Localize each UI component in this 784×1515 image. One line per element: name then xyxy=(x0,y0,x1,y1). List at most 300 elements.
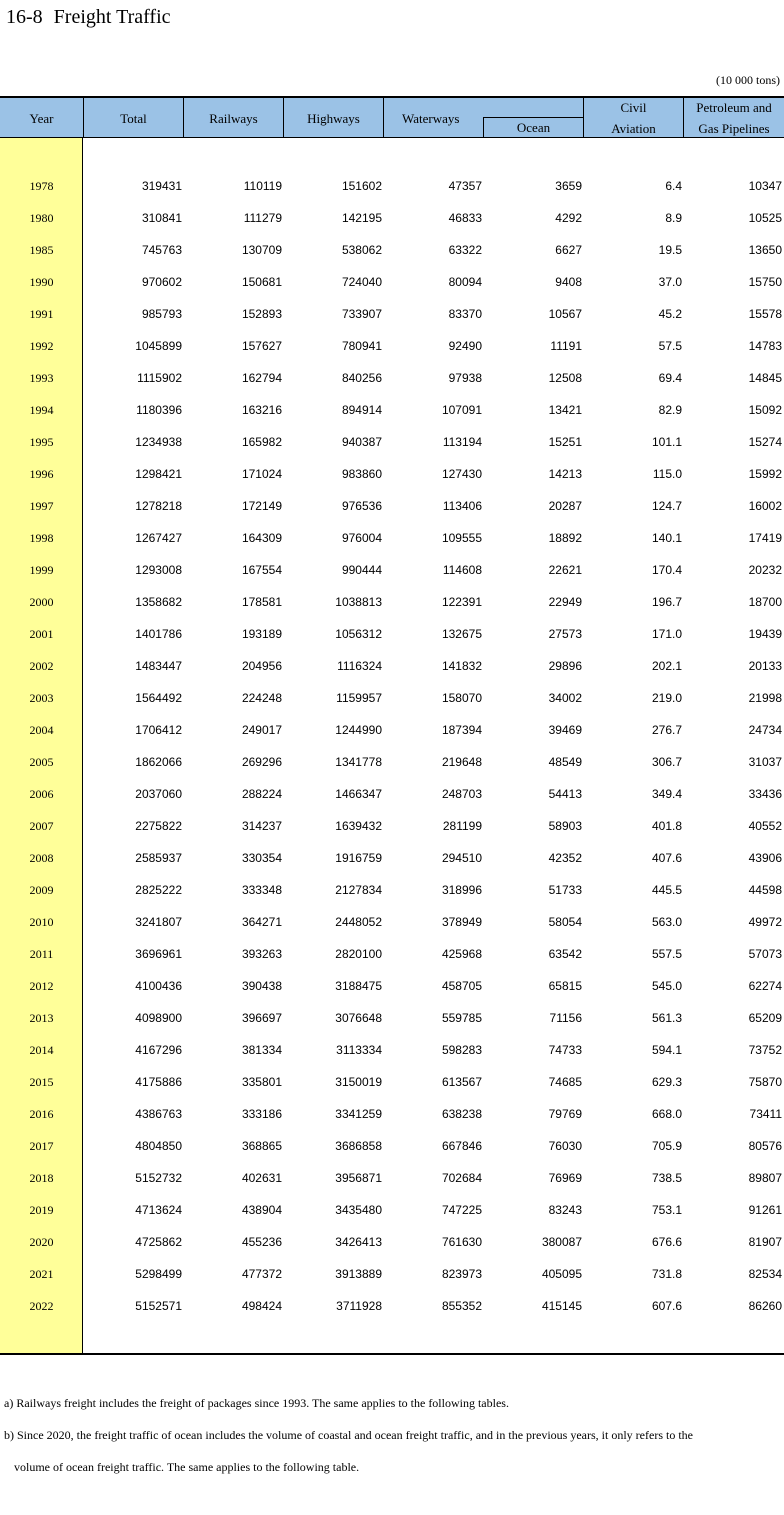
cell-railways: 249017 xyxy=(241,723,282,737)
cell-pipelines: 75870 xyxy=(748,1075,782,1089)
cell-total: 2275822 xyxy=(135,819,182,833)
cell-ocean: 58054 xyxy=(548,915,582,929)
cell-waterways: 219648 xyxy=(441,755,482,769)
cell-ocean: 9408 xyxy=(555,275,582,289)
cell-railways: 167554 xyxy=(241,563,282,577)
cell-civil-aviation: 101.1 xyxy=(651,435,682,449)
cell-railways: 333186 xyxy=(241,1107,282,1121)
cell-waterways: 559785 xyxy=(441,1011,482,1025)
cell-pipelines: 19439 xyxy=(748,627,782,641)
cell-pipelines: 89807 xyxy=(748,1171,782,1185)
cell-civil-aviation: 731.8 xyxy=(651,1267,682,1281)
table-row xyxy=(0,746,784,778)
cell-highways: 1244990 xyxy=(335,723,382,737)
cell-total: 5152571 xyxy=(135,1299,182,1313)
header-year: Year xyxy=(0,98,84,138)
cell-ocean: 83243 xyxy=(548,1203,582,1217)
cell-waterways: 63322 xyxy=(448,243,482,257)
cell-waterways: 83370 xyxy=(448,307,482,321)
cell-civil-aviation: 196.7 xyxy=(651,595,682,609)
cell-waterways: 613567 xyxy=(441,1075,482,1089)
cell-waterways: 113194 xyxy=(442,435,482,449)
table-row xyxy=(0,842,784,874)
table-row xyxy=(0,170,784,202)
cell-year: 2013 xyxy=(29,1011,54,1025)
table-row xyxy=(0,970,784,1002)
cell-railways: 178581 xyxy=(241,595,282,609)
cell-year: 1992 xyxy=(29,339,54,353)
cell-railways: 335801 xyxy=(241,1075,282,1089)
table-body xyxy=(0,170,784,1322)
cell-total: 310841 xyxy=(141,211,182,225)
cell-railways: 150681 xyxy=(241,275,282,289)
cell-highways: 2448052 xyxy=(335,915,382,929)
cell-highways: 940387 xyxy=(341,435,382,449)
cell-total: 1115902 xyxy=(137,371,182,385)
cell-year: 2011 xyxy=(29,947,54,961)
cell-civil-aviation: 561.3 xyxy=(651,1011,682,1025)
cell-pipelines: 33436 xyxy=(748,787,782,801)
cell-total: 4167296 xyxy=(135,1043,182,1057)
cell-civil-aviation: 124.7 xyxy=(651,499,682,513)
table-row xyxy=(0,874,784,906)
cell-year: 1996 xyxy=(29,467,54,481)
table-row xyxy=(0,938,784,970)
cell-total: 5152732 xyxy=(135,1171,182,1185)
cell-waterways: 747225 xyxy=(441,1203,482,1217)
cell-year: 2005 xyxy=(29,755,54,769)
cell-waterways: 248703 xyxy=(441,787,482,801)
cell-railways: 110119 xyxy=(243,179,282,193)
header-ocean: Ocean xyxy=(483,117,584,138)
table-number: 16-8 xyxy=(6,6,43,28)
cell-total: 1706412 xyxy=(135,723,182,737)
cell-ocean: 14213 xyxy=(548,467,582,481)
cell-total: 1401786 xyxy=(135,627,182,641)
cell-ocean: 6627 xyxy=(555,243,582,257)
table-row xyxy=(0,618,784,650)
cell-highways: 3711928 xyxy=(336,1299,382,1313)
cell-year: 2017 xyxy=(29,1139,54,1153)
cell-year: 1999 xyxy=(29,563,54,577)
cell-railways: 172149 xyxy=(241,499,282,513)
cell-highways: 1116324 xyxy=(337,659,382,673)
cell-highways: 1916759 xyxy=(335,851,382,865)
cell-ocean: 4292 xyxy=(555,211,582,225)
cell-civil-aviation: 594.1 xyxy=(651,1043,682,1057)
cell-ocean: 76969 xyxy=(548,1171,582,1185)
cell-total: 3696961 xyxy=(135,947,182,961)
cell-year: 2008 xyxy=(29,851,54,865)
cell-railways: 330354 xyxy=(241,851,282,865)
cell-highways: 1038813 xyxy=(335,595,382,609)
cell-waterways: 80094 xyxy=(448,275,482,289)
cell-pipelines: 14783 xyxy=(748,339,782,353)
cell-civil-aviation: 170.4 xyxy=(651,563,682,577)
cell-civil-aviation: 82.9 xyxy=(658,403,682,417)
cell-highways: 3956871 xyxy=(335,1171,382,1185)
cell-civil-aviation: 349.4 xyxy=(651,787,682,801)
cell-year: 2012 xyxy=(29,979,54,993)
cell-pipelines: 15578 xyxy=(748,307,782,321)
cell-pipelines: 15092 xyxy=(748,403,782,417)
header-waterways: Waterways xyxy=(384,98,584,138)
cell-pipelines: 15274 xyxy=(748,435,782,449)
cell-pipelines: 40552 xyxy=(748,819,782,833)
cell-waterways: 141832 xyxy=(441,659,482,673)
cell-total: 985793 xyxy=(141,307,182,321)
header-pipelines-line1: Petroleum and xyxy=(696,100,772,115)
table-row xyxy=(0,458,784,490)
table-header xyxy=(0,96,784,138)
cell-railways: 171024 xyxy=(241,467,282,481)
cell-pipelines: 20133 xyxy=(748,659,782,673)
cell-civil-aviation: 219.0 xyxy=(651,691,682,705)
cell-railways: 162794 xyxy=(241,371,282,385)
cell-railways: 204956 xyxy=(241,659,282,673)
cell-total: 2037060 xyxy=(135,787,182,801)
cell-ocean: 18892 xyxy=(548,531,582,545)
cell-pipelines: 65209 xyxy=(748,1011,782,1025)
table-row xyxy=(0,586,784,618)
table-row xyxy=(0,234,784,266)
table-row xyxy=(0,362,784,394)
cell-ocean: 74733 xyxy=(548,1043,582,1057)
note-a: a) Railways freight includes the freight of packages since 1993. The same applies to the following tables. xyxy=(4,1396,509,1410)
table-row xyxy=(0,1098,784,1130)
cell-ocean: 74685 xyxy=(548,1075,582,1089)
cell-total: 970602 xyxy=(141,275,182,289)
cell-pipelines: 15750 xyxy=(748,275,782,289)
cell-waterways: 458705 xyxy=(441,979,482,993)
cell-ocean: 22621 xyxy=(548,563,582,577)
cell-pipelines: 13650 xyxy=(748,243,782,257)
table-title: Freight Traffic xyxy=(53,6,171,28)
cell-railways: 224248 xyxy=(241,691,282,705)
note-b-line1: b) Since 2020, the freight traffic of ocean includes the volume of coastal and ocean freight traffic, and in the previous years, it only refers to the xyxy=(4,1428,693,1442)
cell-waterways: 667846 xyxy=(441,1139,482,1153)
cell-highways: 1639432 xyxy=(335,819,382,833)
table-row xyxy=(0,330,784,362)
cell-waterways: 318996 xyxy=(441,883,482,897)
cell-railways: 477372 xyxy=(241,1267,282,1281)
table-bottom-border xyxy=(0,1353,784,1355)
cell-highways: 733907 xyxy=(341,307,382,321)
cell-railways: 130709 xyxy=(241,243,282,257)
cell-total: 1045899 xyxy=(135,339,182,353)
table-row xyxy=(0,906,784,938)
cell-pipelines: 14845 xyxy=(748,371,782,385)
cell-highways: 983860 xyxy=(341,467,382,481)
cell-waterways: 132675 xyxy=(441,627,482,641)
cell-waterways: 823973 xyxy=(441,1267,482,1281)
cell-ocean: 380087 xyxy=(541,1235,582,1249)
cell-pipelines: 81907 xyxy=(748,1235,782,1249)
cell-highways: 2820100 xyxy=(335,947,382,961)
unit-label: (10 000 tons) xyxy=(716,73,780,87)
cell-year: 1998 xyxy=(29,531,54,545)
cell-total: 1278218 xyxy=(135,499,182,513)
cell-ocean: 79769 xyxy=(548,1107,582,1121)
cell-pipelines: 16002 xyxy=(748,499,782,513)
cell-pipelines: 10347 xyxy=(748,179,782,193)
cell-civil-aviation: 115.0 xyxy=(652,467,682,481)
cell-ocean: 65815 xyxy=(548,979,582,993)
cell-civil-aviation: 563.0 xyxy=(651,915,682,929)
cell-waterways: 127430 xyxy=(441,467,482,481)
cell-railways: 498424 xyxy=(241,1299,282,1313)
table-row xyxy=(0,1290,784,1322)
cell-civil-aviation: 545.0 xyxy=(651,979,682,993)
cell-railways: 455236 xyxy=(241,1235,282,1249)
cell-total: 1564492 xyxy=(135,691,182,705)
cell-highways: 1466347 xyxy=(335,787,382,801)
cell-civil-aviation: 171.0 xyxy=(651,627,682,641)
cell-highways: 976004 xyxy=(341,531,382,545)
cell-year: 1997 xyxy=(29,499,54,513)
cell-year: 1978 xyxy=(29,179,54,193)
table-row xyxy=(0,1002,784,1034)
cell-pipelines: 18700 xyxy=(748,595,782,609)
cell-pipelines: 44598 xyxy=(748,883,782,897)
cell-ocean: 12508 xyxy=(548,371,582,385)
cell-highways: 976536 xyxy=(341,499,382,513)
header-highways: Highways xyxy=(284,98,384,138)
cell-civil-aviation: 69.4 xyxy=(658,371,682,385)
header-pipelines xyxy=(684,98,784,138)
cell-railways: 152893 xyxy=(241,307,282,321)
cell-year: 2004 xyxy=(29,723,54,737)
cell-year: 2015 xyxy=(29,1075,54,1089)
cell-railways: 381334 xyxy=(241,1043,282,1057)
header-civil-aviation xyxy=(584,98,684,138)
cell-waterways: 702684 xyxy=(441,1171,482,1185)
cell-waterways: 158070 xyxy=(441,691,482,705)
cell-ocean: 29896 xyxy=(548,659,582,673)
cell-civil-aviation: 19.5 xyxy=(658,243,682,257)
cell-ocean: 27573 xyxy=(548,627,582,641)
cell-year: 2020 xyxy=(29,1235,54,1249)
table-row xyxy=(0,202,784,234)
cell-pipelines: 17419 xyxy=(748,531,782,545)
cell-waterways: 638238 xyxy=(441,1107,482,1121)
cell-pipelines: 62274 xyxy=(748,979,782,993)
note-b-line2: volume of ocean freight traffic. The same applies to the following table. xyxy=(14,1460,360,1474)
cell-railways: 269296 xyxy=(241,755,282,769)
cell-ocean: 11191 xyxy=(550,339,582,353)
table-row xyxy=(0,1194,784,1226)
cell-civil-aviation: 45.2 xyxy=(658,307,682,321)
cell-year: 2019 xyxy=(29,1203,54,1217)
table-row xyxy=(0,266,784,298)
cell-highways: 3076648 xyxy=(335,1011,382,1025)
cell-pipelines: 49972 xyxy=(748,915,782,929)
cell-civil-aviation: 557.5 xyxy=(651,947,682,961)
cell-pipelines: 82534 xyxy=(748,1267,782,1281)
cell-total: 745763 xyxy=(141,243,182,257)
cell-highways: 3426413 xyxy=(335,1235,382,1249)
cell-ocean: 10567 xyxy=(548,307,582,321)
cell-total: 319431 xyxy=(141,179,182,193)
cell-railways: 333348 xyxy=(241,883,282,897)
cell-ocean: 42352 xyxy=(548,851,582,865)
header-railways: Railways xyxy=(184,98,284,138)
cell-highways: 3686858 xyxy=(335,1139,382,1153)
cell-waterways: 761630 xyxy=(441,1235,482,1249)
table-row xyxy=(0,1162,784,1194)
cell-ocean: 415145 xyxy=(541,1299,582,1313)
cell-railways: 390438 xyxy=(241,979,282,993)
cell-year: 1985 xyxy=(29,243,54,257)
header-civil-line1: Civil xyxy=(620,100,647,115)
cell-civil-aviation: 401.8 xyxy=(651,819,682,833)
cell-highways: 780941 xyxy=(341,339,382,353)
cell-civil-aviation: 607.6 xyxy=(651,1299,682,1313)
cell-civil-aviation: 276.7 xyxy=(651,723,682,737)
cell-civil-aviation: 705.9 xyxy=(651,1139,682,1153)
cell-pipelines: 20232 xyxy=(748,563,782,577)
table-row xyxy=(0,650,784,682)
cell-year: 2007 xyxy=(29,819,54,833)
cell-highways: 538062 xyxy=(341,243,382,257)
cell-total: 4098900 xyxy=(135,1011,182,1025)
cell-ocean: 51733 xyxy=(548,883,582,897)
cell-railways: 364271 xyxy=(241,915,282,929)
cell-civil-aviation: 8.9 xyxy=(665,211,682,225)
cell-total: 4713624 xyxy=(135,1203,182,1217)
cell-year: 1990 xyxy=(29,275,54,289)
table-row xyxy=(0,1130,784,1162)
cell-year: 2001 xyxy=(29,627,54,641)
cell-year: 2010 xyxy=(29,915,54,929)
cell-highways: 1341778 xyxy=(335,755,382,769)
cell-waterways: 92490 xyxy=(448,339,482,353)
cell-highways: 840256 xyxy=(341,371,382,385)
cell-total: 1298421 xyxy=(135,467,182,481)
cell-total: 4100436 xyxy=(135,979,182,993)
cell-year: 2016 xyxy=(29,1107,54,1121)
cell-highways: 894914 xyxy=(341,403,382,417)
cell-year: 1995 xyxy=(29,435,54,449)
cell-civil-aviation: 445.5 xyxy=(651,883,682,897)
header-civil-line2: Aviation xyxy=(611,121,656,136)
cell-railways: 314237 xyxy=(241,819,282,833)
cell-waterways: 114608 xyxy=(442,563,482,577)
cell-pipelines: 31037 xyxy=(748,755,782,769)
cell-highways: 3913889 xyxy=(335,1267,382,1281)
cell-waterways: 46833 xyxy=(448,211,482,225)
cell-waterways: 109555 xyxy=(441,531,482,545)
cell-highways: 3113334 xyxy=(336,1043,382,1057)
cell-ocean: 13421 xyxy=(548,403,582,417)
cell-pipelines: 73752 xyxy=(748,1043,782,1057)
cell-waterways: 187394 xyxy=(441,723,482,737)
cell-civil-aviation: 738.5 xyxy=(651,1171,682,1185)
cell-pipelines: 10525 xyxy=(748,211,782,225)
cell-civil-aviation: 6.4 xyxy=(665,179,682,193)
cell-railways: 438904 xyxy=(241,1203,282,1217)
cell-railways: 163216 xyxy=(241,403,282,417)
cell-year: 2002 xyxy=(29,659,54,673)
cell-ocean: 76030 xyxy=(548,1139,582,1153)
cell-civil-aviation: 407.6 xyxy=(651,851,682,865)
cell-pipelines: 24734 xyxy=(748,723,782,737)
cell-total: 4725862 xyxy=(135,1235,182,1249)
cell-highways: 3435480 xyxy=(335,1203,382,1217)
table-row xyxy=(0,778,784,810)
cell-year: 2009 xyxy=(29,883,54,897)
header-pipelines-line2: Gas Pipelines xyxy=(698,121,770,136)
cell-waterways: 97938 xyxy=(448,371,482,385)
table-row xyxy=(0,1066,784,1098)
cell-total: 1483447 xyxy=(135,659,182,673)
cell-pipelines: 86260 xyxy=(748,1299,782,1313)
cell-total: 1234938 xyxy=(135,435,182,449)
cell-year: 2006 xyxy=(29,787,54,801)
table-row xyxy=(0,522,784,554)
cell-railways: 393263 xyxy=(241,947,282,961)
cell-total: 5298499 xyxy=(135,1267,182,1281)
table-row xyxy=(0,714,784,746)
cell-highways: 3150019 xyxy=(335,1075,382,1089)
cell-railways: 396697 xyxy=(241,1011,282,1025)
cell-civil-aviation: 57.5 xyxy=(658,339,682,353)
cell-total: 4175886 xyxy=(135,1075,182,1089)
cell-year: 1991 xyxy=(29,307,54,321)
table-row xyxy=(0,810,784,842)
cell-ocean: 58903 xyxy=(548,819,582,833)
cell-pipelines: 21998 xyxy=(748,691,782,705)
cell-year: 2000 xyxy=(29,595,54,609)
cell-ocean: 405095 xyxy=(541,1267,582,1281)
cell-waterways: 294510 xyxy=(441,851,482,865)
cell-total: 1862066 xyxy=(135,755,182,769)
cell-ocean: 63542 xyxy=(548,947,582,961)
cell-civil-aviation: 629.3 xyxy=(651,1075,682,1089)
cell-year: 2014 xyxy=(29,1043,54,1057)
cell-year: 2021 xyxy=(29,1267,54,1281)
cell-railways: 157627 xyxy=(241,339,282,353)
cell-highways: 3188475 xyxy=(335,979,382,993)
cell-civil-aviation: 668.0 xyxy=(651,1107,682,1121)
cell-civil-aviation: 676.6 xyxy=(651,1235,682,1249)
cell-year: 2022 xyxy=(29,1299,54,1313)
table-row xyxy=(0,394,784,426)
cell-total: 4386763 xyxy=(135,1107,182,1121)
cell-ocean: 39469 xyxy=(548,723,582,737)
table-row xyxy=(0,682,784,714)
cell-pipelines: 57073 xyxy=(748,947,782,961)
table-row xyxy=(0,1034,784,1066)
cell-civil-aviation: 140.1 xyxy=(651,531,682,545)
cell-ocean: 3659 xyxy=(555,179,582,193)
cell-highways: 724040 xyxy=(341,275,382,289)
cell-civil-aviation: 306.7 xyxy=(651,755,682,769)
cell-railways: 193189 xyxy=(241,627,282,641)
cell-highways: 1159957 xyxy=(336,691,382,705)
cell-total: 3241807 xyxy=(135,915,182,929)
cell-civil-aviation: 753.1 xyxy=(651,1203,682,1217)
cell-highways: 3341259 xyxy=(335,1107,382,1121)
table-row xyxy=(0,490,784,522)
cell-railways: 368865 xyxy=(241,1139,282,1153)
cell-total: 1293008 xyxy=(135,563,182,577)
cell-railways: 111279 xyxy=(243,211,282,225)
cell-railways: 164309 xyxy=(241,531,282,545)
cell-year: 1994 xyxy=(29,403,54,417)
cell-civil-aviation: 202.1 xyxy=(651,659,682,673)
cell-pipelines: 80576 xyxy=(748,1139,782,1153)
